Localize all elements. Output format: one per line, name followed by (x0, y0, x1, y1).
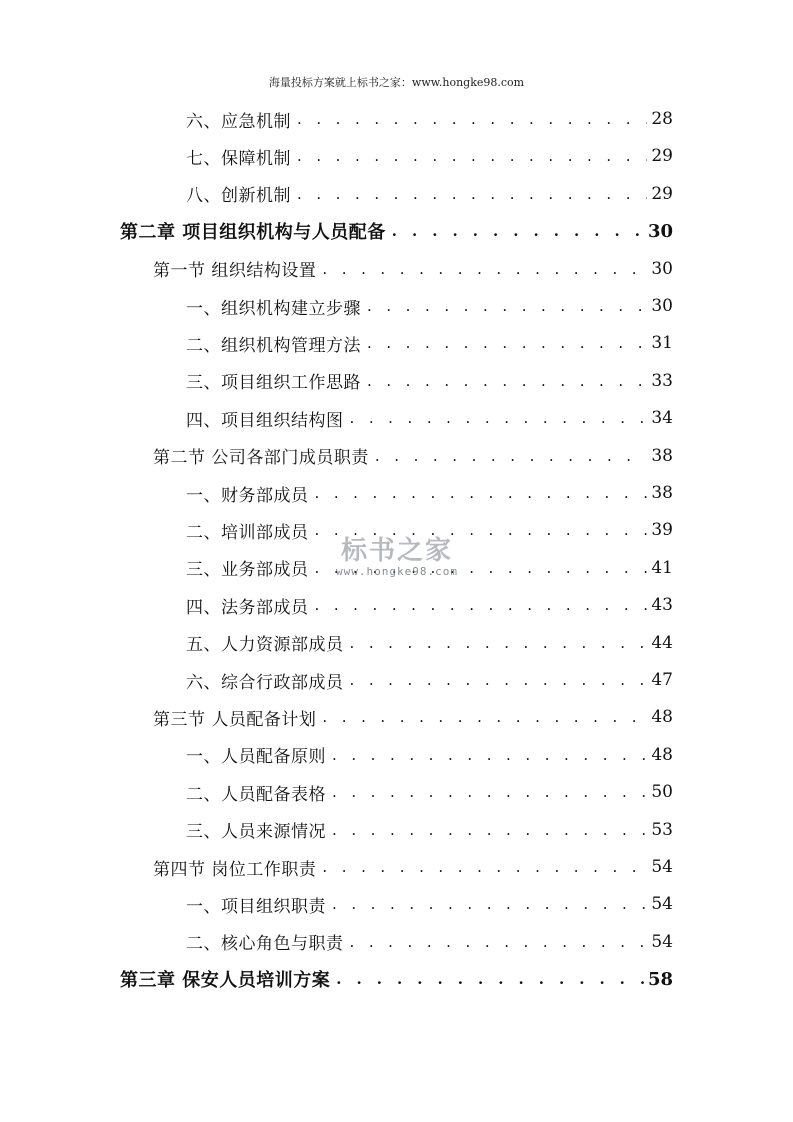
toc-leader-dots (350, 924, 648, 960)
toc-leader-dots (297, 176, 647, 212)
toc-leader-dots (332, 737, 647, 773)
toc-entry-page: 38 (651, 483, 673, 503)
toc-entry-title: 四、项目组织结构图 (186, 410, 344, 431)
toc-entry-title: 一、组织机构建立步骤 (186, 298, 361, 319)
toc-entry[interactable] (186, 400, 673, 436)
toc-entry[interactable] (153, 251, 673, 287)
toc-entry[interactable] (186, 101, 673, 137)
toc-entry-title: 第三节 人员配备计划 (153, 709, 317, 730)
toc-leader-dots (322, 849, 647, 885)
toc-entry[interactable] (186, 737, 673, 773)
toc-leader-dots (297, 138, 647, 174)
toc-entry[interactable] (186, 924, 673, 960)
toc-entry-page: 50 (651, 782, 673, 803)
toc-entry[interactable] (153, 849, 673, 885)
toc-leader-dots (375, 438, 647, 474)
toc-entry-title: 一、项目组织职责 (186, 896, 326, 917)
toc-leader-dots (322, 699, 647, 735)
toc-entry-page: 29 (651, 183, 673, 204)
toc-entry-page: 47 (651, 670, 673, 690)
toc-leader-dots (367, 363, 647, 399)
toc-entry-page: 41 (651, 557, 673, 578)
toc-leader-dots (315, 512, 648, 548)
toc-entry[interactable] (186, 625, 673, 661)
toc-entry-title: 第四节 岗位工作职责 (153, 859, 317, 880)
toc-entry[interactable] (186, 550, 673, 586)
toc-entry-title: 一、人员配备原则 (186, 747, 326, 768)
toc-entry-page: 28 (651, 109, 673, 129)
toc-leader-dots (332, 774, 647, 810)
toc-entry[interactable] (186, 512, 673, 548)
toc-entry[interactable] (186, 812, 673, 848)
toc-entry-title: 六、应急机制 (186, 111, 291, 132)
toc-entry-page: 34 (651, 408, 673, 429)
toc-entry-page: 29 (651, 146, 673, 167)
toc-entry[interactable] (186, 176, 673, 212)
toc-entry-title: 八、创新机制 (186, 186, 291, 207)
toc-entry-title: 二、组织机构管理方法 (186, 335, 361, 356)
toc-leader-dots (315, 587, 648, 623)
toc-entry[interactable] (186, 774, 673, 810)
toc-leader-dots (350, 662, 648, 698)
toc-leader-dots (392, 213, 644, 249)
toc-entry-page: 43 (651, 595, 673, 616)
toc-entry-title: 第二章 项目组织机构与人员配备 (120, 222, 386, 244)
toc-entry-title: 二、核心角色与职责 (186, 934, 344, 955)
toc-entry[interactable] (186, 288, 673, 324)
toc-entry-page: 48 (651, 744, 673, 765)
toc-entry-page: 48 (651, 707, 673, 728)
watermark-url: www.hongke98.com (336, 565, 458, 578)
toc-entry-page: 30 (651, 258, 673, 279)
toc-entry-title: 六、综合行政部成员 (186, 672, 344, 693)
toc-entry[interactable] (153, 699, 673, 735)
toc-entry[interactable] (120, 213, 673, 249)
toc-entry[interactable] (186, 886, 673, 922)
toc-leader-dots (315, 550, 648, 586)
toc-leader-dots (315, 475, 648, 511)
toc-entry-page: 53 (651, 819, 673, 840)
watermark-brand: 标书之家 (340, 536, 453, 566)
toc-leader-dots (367, 288, 647, 324)
toc-leader-dots (332, 886, 647, 922)
toc-entry-page: 31 (651, 333, 673, 354)
toc-entry-page: 30 (651, 296, 673, 316)
toc-entry-page: 39 (651, 520, 673, 541)
toc-entry-title: 三、项目组织工作思路 (186, 373, 361, 394)
toc-entry-page: 58 (647, 968, 673, 990)
toc-entry[interactable] (186, 363, 673, 399)
toc-entry[interactable] (153, 438, 673, 474)
toc-entry-page: 33 (651, 370, 673, 391)
toc-entry[interactable] (186, 662, 673, 698)
toc-entry-title: 第二节 公司各部门成员职责 (153, 448, 369, 469)
toc-entry-title: 三、业务部成员 (186, 560, 309, 581)
toc-entry-page: 54 (651, 857, 673, 877)
toc-entry-title: 三、人员来源情况 (186, 822, 326, 843)
toc-leader-dots (332, 812, 647, 848)
toc-leader-dots (322, 251, 647, 287)
toc-leader-dots (336, 961, 644, 997)
toc-entry-page: 30 (647, 220, 673, 242)
toc-leader-dots (350, 400, 648, 436)
toc-entry[interactable] (120, 961, 673, 997)
toc-leader-dots (367, 325, 647, 361)
toc-entry-page: 54 (651, 894, 673, 915)
toc-entry[interactable] (186, 325, 673, 361)
page-header: 海量投标方案就上标书之家：www.hongke98.com (268, 76, 525, 89)
toc-entry-title: 第三章 保安人员培训方案 (120, 970, 331, 992)
toc-entry-title: 五、人力资源部成员 (186, 635, 344, 656)
toc-entry[interactable] (186, 475, 673, 511)
toc-entry-page: 44 (651, 632, 673, 653)
toc-entry-title: 七、保障机制 (186, 148, 291, 169)
toc-entry-title: 二、培训部成员 (186, 522, 309, 543)
toc-leader-dots (350, 625, 648, 661)
toc-entry-title: 第一节 组织结构设置 (153, 261, 317, 282)
toc-entry[interactable] (186, 587, 673, 623)
toc-entry-page: 38 (651, 445, 673, 466)
toc-entry-page: 54 (651, 931, 673, 952)
toc-leader-dots (297, 101, 647, 137)
toc-entry-title: 四、法务部成员 (186, 597, 309, 618)
toc-entry[interactable] (186, 138, 673, 174)
toc-entry-title: 一、财务部成员 (186, 485, 309, 506)
toc-entry-title: 二、人员配备表格 (186, 784, 326, 805)
